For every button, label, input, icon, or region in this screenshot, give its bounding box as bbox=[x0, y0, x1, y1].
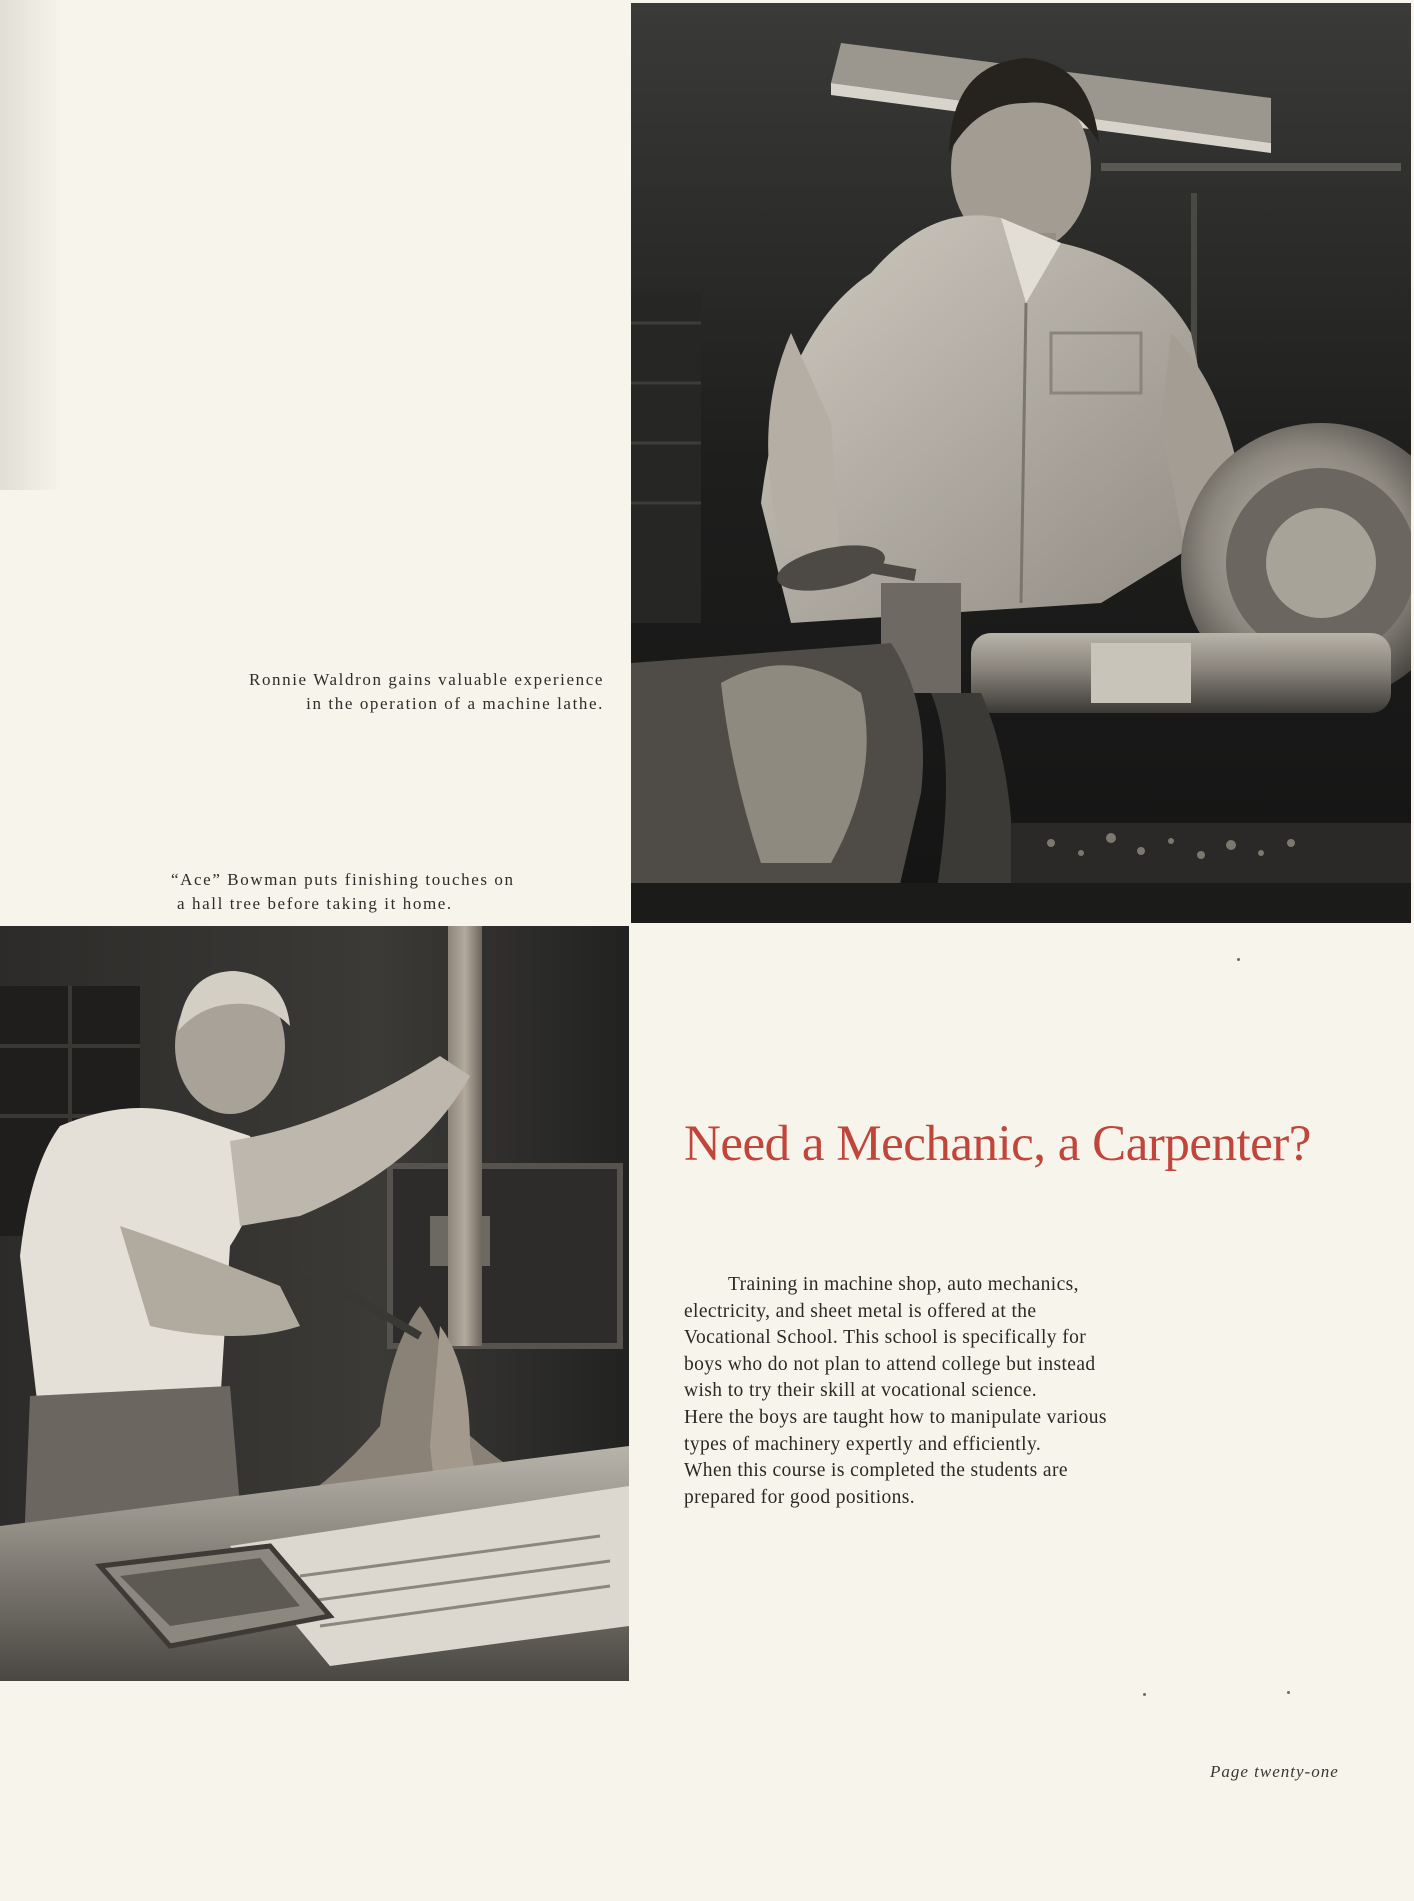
lathe-caption-line-1: Ronnie Waldron gains valuable experience bbox=[249, 670, 604, 689]
paper-speck bbox=[1143, 1693, 1146, 1696]
hall-tree-photo-caption bbox=[171, 868, 591, 916]
lathe-photo-caption bbox=[184, 668, 604, 716]
article-body bbox=[684, 1272, 1164, 1511]
lathe-caption-line-2: in the operation of a machine lathe. bbox=[306, 694, 604, 713]
body-line-3: Vocational School. This school is specifically for bbox=[684, 1327, 1087, 1349]
body-line-8: When this course is completed the students are bbox=[684, 1460, 1068, 1482]
hall-tree-caption-line-2: a hall tree before taking it home. bbox=[177, 894, 453, 913]
body-line-5: wish to try their skill at vocational science. bbox=[684, 1380, 1038, 1402]
body-line-9: prepared for good positions. bbox=[684, 1486, 916, 1508]
lathe-photo bbox=[631, 3, 1411, 923]
body-line-2: electricity, and sheet metal is offered at the bbox=[684, 1300, 1037, 1322]
hall-tree-photo bbox=[0, 926, 629, 1681]
page-number: Page twenty-one bbox=[1210, 1762, 1339, 1781]
lathe-photo-illustration bbox=[631, 3, 1411, 923]
paper-speck bbox=[1237, 958, 1240, 961]
hall-tree-caption-line-1: “Ace” Bowman puts finishing touches on bbox=[171, 870, 515, 889]
body-line-1: Training in machine shop, auto mechanics, bbox=[728, 1274, 1079, 1295]
paper-speck bbox=[1287, 1691, 1290, 1694]
body-line-6: Here the boys are taught how to manipulate various bbox=[684, 1406, 1107, 1428]
body-line-7: types of machinery expertly and efficiently. bbox=[684, 1433, 1042, 1455]
page-edge-shadow bbox=[0, 0, 62, 490]
hall-tree-photo-illustration bbox=[0, 926, 629, 1681]
body-line-4: boys who do not plan to attend college but instead bbox=[684, 1353, 1096, 1375]
article-headline: Need a Mechanic, a Carpenter? bbox=[684, 1116, 1311, 1172]
